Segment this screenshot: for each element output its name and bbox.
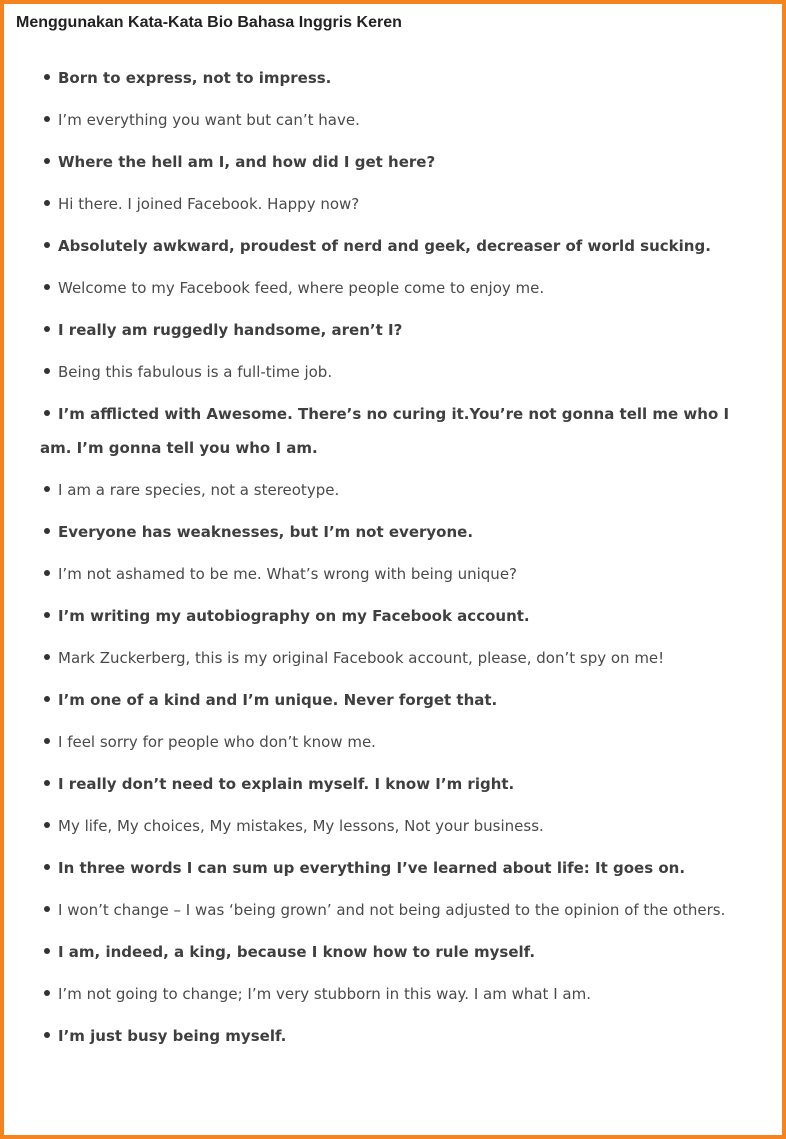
list-item (40, 61, 740, 95)
list-item-text: I won’t change – I was ‘being grown’ and not being adjusted to the opinion of the others. (58, 901, 726, 919)
bullet-icon (44, 486, 50, 492)
list-item (40, 397, 740, 465)
list-item-text: I’m just busy being myself. (58, 1027, 287, 1045)
list-item-text: I’m everything you want but can’t have. (58, 111, 360, 129)
list-item (40, 187, 740, 221)
list-item-text: Absolutely awkward, proudest of nerd and geek, decreaser of world sucking. (58, 237, 711, 255)
list-item (40, 809, 740, 843)
list-item (40, 271, 740, 305)
list-item (40, 935, 740, 969)
list-item (40, 515, 740, 549)
bullet-icon (44, 284, 50, 290)
list-item-text: I really am ruggedly handsome, aren’t I? (58, 321, 403, 339)
list-item (40, 103, 740, 137)
list-item-text: My life, My choices, My mistakes, My lessons, Not your business. (58, 817, 544, 835)
list-item-text: Welcome to my Facebook feed, where people come to enjoy me. (58, 279, 545, 297)
bullet-icon (44, 158, 50, 164)
article-title: Menggunakan Kata-Kata Bio Bahasa Inggris Keren (16, 14, 402, 31)
bullet-icon (44, 612, 50, 618)
bullet-icon (44, 864, 50, 870)
bullet-icon (44, 990, 50, 996)
list-item-text: Where the hell am I, and how did I get here? (58, 153, 436, 171)
list-item (40, 313, 740, 347)
list-item (40, 641, 740, 675)
bio-list (40, 61, 740, 1061)
bullet-icon (44, 822, 50, 828)
list-item (40, 893, 740, 927)
list-item (40, 145, 740, 179)
list-item-text: In three words I can sum up everything I’ve learned about life: It goes on. (58, 859, 686, 877)
list-item-text: I am, indeed, a king, because I know how to rule myself. (58, 943, 536, 961)
bullet-icon (44, 368, 50, 374)
list-item-text: Hi there. I joined Facebook. Happy now? (58, 195, 360, 213)
bullet-icon (44, 410, 50, 416)
list-item-text: I’m not ashamed to be me. What’s wrong with being unique? (58, 565, 518, 583)
bullet-icon (44, 948, 50, 954)
list-item (40, 977, 740, 1011)
list-item-text: I’m not going to change; I’m very stubborn in this way. I am what I am. (58, 985, 591, 1003)
bullet-icon (44, 570, 50, 576)
list-item (40, 599, 740, 633)
list-item (40, 725, 740, 759)
list-item-text: I am a rare species, not a stereotype. (58, 481, 340, 499)
bullet-icon (44, 1032, 50, 1038)
list-item (40, 557, 740, 591)
list-item-text: Everyone has weaknesses, but I’m not everyone. (58, 523, 474, 541)
list-item-text: Born to express, not to impress. (58, 69, 332, 87)
bullet-icon (44, 906, 50, 912)
bullet-icon (44, 242, 50, 248)
bullet-icon (44, 116, 50, 122)
list-item (40, 355, 740, 389)
bullet-icon (44, 780, 50, 786)
bullet-icon (44, 200, 50, 206)
list-item-text: Being this fabulous is a full-time job. (58, 363, 333, 381)
bullet-icon (44, 654, 50, 660)
bullet-icon (44, 528, 50, 534)
bullet-icon (44, 738, 50, 744)
list-item (40, 851, 740, 885)
list-item-text: I’m one of a kind and I’m unique. Never forget that. (58, 691, 498, 709)
list-item-text: Mark Zuckerberg, this is my original Facebook account, please, don’t spy on me! (58, 649, 665, 667)
list-item-text: I’m writing my autobiography on my Facebook account. (58, 607, 530, 625)
list-item-text: I’m afflicted with Awesome. There’s no curing it.You’re not gonna tell me who I am. I’m gonna tell you who I am. (40, 405, 730, 457)
list-item (40, 683, 740, 717)
bullet-icon (44, 696, 50, 702)
bullet-icon (44, 326, 50, 332)
list-item-text: I really don’t need to explain myself. I know I’m right. (58, 775, 515, 793)
list-item (40, 473, 740, 507)
list-item-text: I feel sorry for people who don’t know me. (58, 733, 376, 751)
list-item (40, 1019, 740, 1053)
bullet-icon (44, 74, 50, 80)
list-item (40, 767, 740, 801)
list-item (40, 229, 740, 263)
